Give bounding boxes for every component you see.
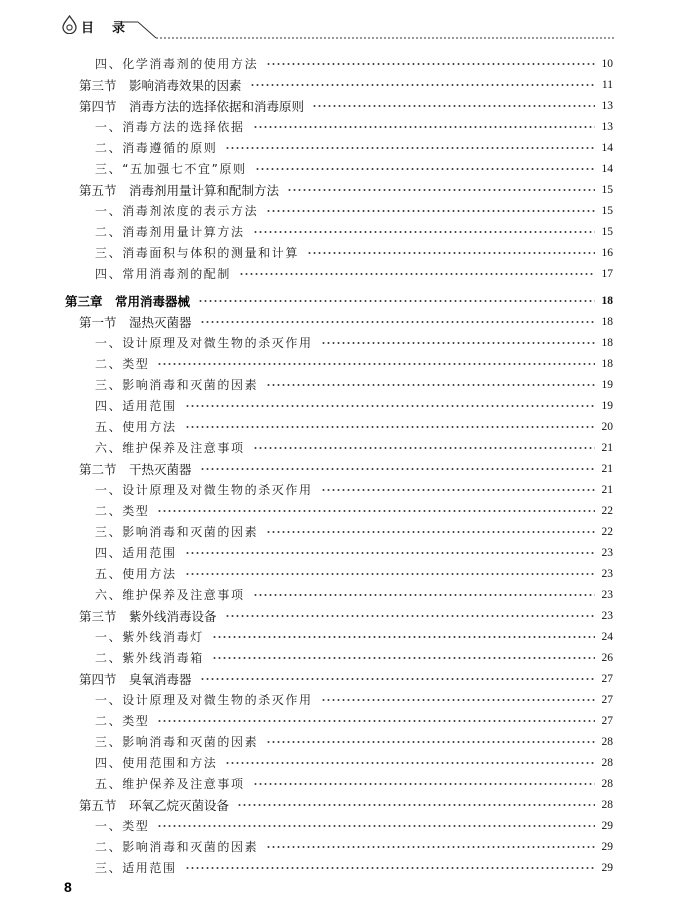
header-title: 目录 xyxy=(81,21,144,36)
toc-entry-title: 第一节 湿热灭菌器 xyxy=(79,314,192,330)
toc-entry-page: 13 xyxy=(601,120,613,133)
toc-entry-title: 二、类型 xyxy=(95,504,150,518)
toc-item-row[interactable] xyxy=(95,374,613,395)
toc-item-row[interactable] xyxy=(95,242,613,263)
dot-leader xyxy=(250,83,595,87)
toc-entry-page: 20 xyxy=(601,420,613,433)
toc-entry-page: 14 xyxy=(601,141,613,154)
toc-section-row[interactable] xyxy=(79,74,613,95)
dot-leader xyxy=(200,677,595,681)
dot-leader xyxy=(212,635,595,639)
dot-leader xyxy=(225,761,595,765)
dot-leader xyxy=(185,866,595,870)
drop-icon xyxy=(61,15,78,34)
dot-leader xyxy=(266,845,595,849)
toc-entry-title: 四、适用范围 xyxy=(95,546,177,560)
toc-entry-title: 三、影响消毒和灭菌的因素 xyxy=(95,525,259,539)
toc-item-row[interactable] xyxy=(95,53,613,74)
toc-entry-title: 一、设计原理及对微生物的杀灭作用 xyxy=(95,336,313,350)
dot-leader xyxy=(253,782,595,786)
toc-entry-page: 27 xyxy=(601,672,613,685)
dot-leader xyxy=(225,614,595,618)
toc-entry-page: 18 xyxy=(601,294,613,307)
toc-item-row[interactable] xyxy=(95,158,613,179)
toc-entry-title: 二、紫外线消毒箱 xyxy=(95,651,204,665)
toc-item-row[interactable] xyxy=(95,752,613,773)
toc-entry-page: 22 xyxy=(601,504,613,517)
dot-leader xyxy=(307,251,595,255)
dot-leader xyxy=(266,740,595,744)
toc-entry-title: 第四节 臭氧消毒器 xyxy=(79,671,192,687)
dot-leader xyxy=(321,341,595,345)
toc-entry-title: 第五节 消毒剂用量计算和配制方法 xyxy=(79,182,280,198)
dot-leader xyxy=(253,446,595,450)
toc-entry-title: 二、消毒剂用量计算方法 xyxy=(95,225,245,239)
toc-item-row[interactable] xyxy=(95,116,613,137)
toc-item-row[interactable] xyxy=(95,773,613,794)
toc-entry-title: 三、适用范围 xyxy=(95,861,177,875)
dot-leader xyxy=(157,362,595,366)
toc-item-row[interactable] xyxy=(95,857,613,878)
toc-entry-page: 21 xyxy=(601,483,613,496)
toc-section-row[interactable] xyxy=(79,605,613,626)
toc-item-row[interactable] xyxy=(95,479,613,500)
toc-entry-title: 二、影响消毒和灭菌的因素 xyxy=(95,840,259,854)
toc-item-row[interactable] xyxy=(95,710,613,731)
toc-entry-page: 21 xyxy=(601,441,613,454)
toc-section-row[interactable] xyxy=(79,794,613,815)
dot-leader xyxy=(185,572,595,576)
toc-entry-page: 28 xyxy=(601,798,613,811)
dot-leader xyxy=(255,167,595,171)
dot-leader xyxy=(237,803,595,807)
toc-entry-title: 三、消毒面积与体积的测量和计算 xyxy=(95,246,300,260)
toc-item-row[interactable] xyxy=(95,731,613,752)
toc-entry-title: 一、设计原理及对微生物的杀灭作用 xyxy=(95,693,313,707)
dot-leader xyxy=(253,125,595,129)
toc-entry-page: 15 xyxy=(601,204,613,217)
dot-leader xyxy=(157,509,595,513)
toc-item-row[interactable] xyxy=(95,137,613,158)
toc-section-row[interactable] xyxy=(79,311,613,332)
dot-leader xyxy=(321,698,595,702)
toc-item-row[interactable] xyxy=(95,263,613,284)
toc-entry-page: 24 xyxy=(601,630,613,643)
dot-leader xyxy=(198,299,595,303)
toc-entry-page: 17 xyxy=(601,267,613,280)
toc-entry-page: 18 xyxy=(601,315,613,328)
toc-section-row[interactable] xyxy=(79,668,613,689)
toc-entry-page: 28 xyxy=(601,756,613,769)
toc-entry-title: 四、使用范围和方法 xyxy=(95,756,218,770)
toc-item-row[interactable] xyxy=(95,689,613,710)
toc-entry-page: 23 xyxy=(601,609,613,622)
toc-entry-title: 一、设计原理及对微生物的杀灭作用 xyxy=(95,483,313,497)
dot-leader xyxy=(239,272,595,276)
dot-leader xyxy=(287,188,595,192)
toc-item-row[interactable] xyxy=(95,437,613,458)
dot-leader xyxy=(266,209,595,213)
toc-chapter-row[interactable] xyxy=(65,290,613,311)
toc-entry-title: 第五节 环氧乙烷灭菌设备 xyxy=(79,797,230,813)
toc-entry-title: 一、类型 xyxy=(95,819,150,833)
toc-entry-page: 27 xyxy=(601,693,613,706)
dot-leader xyxy=(225,146,595,150)
toc-item-row[interactable] xyxy=(95,542,613,563)
toc-entry-title: 三、影响消毒和灭菌的因素 xyxy=(95,735,259,749)
toc-entry-title: 一、紫外线消毒灯 xyxy=(95,630,204,644)
toc-item-row[interactable] xyxy=(95,221,613,242)
toc-entry-title: 二、类型 xyxy=(95,357,150,371)
toc-entry-page: 28 xyxy=(601,777,613,790)
toc-entry-page: 27 xyxy=(601,714,613,727)
toc-entry-page: 23 xyxy=(601,546,613,559)
toc-entry-title: 三、“五加强七不宜”原则 xyxy=(95,162,247,176)
dot-leader xyxy=(312,104,595,108)
toc-entry-page: 13 xyxy=(601,99,613,112)
toc-entry-page: 10 xyxy=(601,57,613,70)
toc-entry-title: 第三节 影响消毒效果的因素 xyxy=(79,77,242,93)
dot-leader xyxy=(185,551,595,555)
toc-entry-title: 第二节 干热灭菌器 xyxy=(79,461,192,477)
toc-item-row[interactable] xyxy=(95,626,613,647)
toc-item-row[interactable] xyxy=(95,200,613,221)
dot-leader xyxy=(212,656,595,660)
toc-entry-title: 第四节 消毒方法的选择依据和消毒原则 xyxy=(79,98,305,114)
toc-entry-title: 五、使用方法 xyxy=(95,420,177,434)
toc-item-row[interactable] xyxy=(95,500,613,521)
dot-leader xyxy=(266,530,595,534)
toc-item-row[interactable] xyxy=(95,395,613,416)
toc-entry-title: 一、消毒方法的选择依据 xyxy=(95,120,245,134)
toc-section-row[interactable] xyxy=(79,458,613,479)
toc-item-row[interactable] xyxy=(95,815,613,836)
toc-item-row[interactable] xyxy=(95,416,613,437)
toc-entry-title: 三、影响消毒和灭菌的因素 xyxy=(95,378,259,392)
dot-leader xyxy=(253,230,595,234)
toc-entry-title: 五、使用方法 xyxy=(95,567,177,581)
toc-item-row[interactable] xyxy=(95,836,613,857)
toc-entry-page: 14 xyxy=(601,162,613,175)
dot-leader xyxy=(185,425,595,429)
toc-entry-title: 六、维护保养及注意事项 xyxy=(95,588,245,602)
toc-entry-page: 11 xyxy=(601,78,613,91)
toc-entry-page: 15 xyxy=(601,183,613,196)
dot-leader xyxy=(266,383,595,387)
toc-item-row[interactable] xyxy=(95,563,613,584)
toc-section-row[interactable] xyxy=(79,179,613,200)
toc-item-row[interactable] xyxy=(95,332,613,353)
toc-entry-title: 四、常用消毒剂的配制 xyxy=(95,267,232,281)
page-number: 8 xyxy=(64,879,72,895)
toc-item-row[interactable] xyxy=(95,353,613,374)
toc-entry-page: 26 xyxy=(601,651,613,664)
toc-entry-title: 二、消毒遵循的原则 xyxy=(95,141,218,155)
toc-entry-page: 29 xyxy=(601,840,613,853)
dot-leader xyxy=(200,320,595,324)
toc-entry-title: 四、适用范围 xyxy=(95,399,177,413)
toc-item-row[interactable] xyxy=(95,521,613,542)
dot-leader xyxy=(266,62,595,66)
toc-entry-title: 一、消毒剂浓度的表示方法 xyxy=(95,204,259,218)
toc-entry-page: 18 xyxy=(601,357,613,370)
toc-entry-title: 第三章 常用消毒器械 xyxy=(65,293,191,309)
toc-entry-page: 23 xyxy=(601,567,613,580)
toc-entry-page: 15 xyxy=(601,225,613,238)
toc-entry-page: 22 xyxy=(601,525,613,538)
dot-leader xyxy=(157,719,595,723)
page-header xyxy=(0,0,699,46)
header-rule xyxy=(120,20,620,42)
toc-entry-title: 四、化学消毒剂的使用方法 xyxy=(95,57,259,71)
toc-item-row[interactable] xyxy=(95,584,613,605)
dot-leader xyxy=(157,824,595,828)
toc-entry-page: 19 xyxy=(601,378,613,391)
toc-entry-page: 28 xyxy=(601,735,613,748)
toc-entry-title: 第三节 紫外线消毒设备 xyxy=(79,608,217,624)
toc-entry-page: 19 xyxy=(601,399,613,412)
toc-entry-page: 23 xyxy=(601,588,613,601)
toc-entry-page: 29 xyxy=(601,819,613,832)
toc-entry-page: 21 xyxy=(601,462,613,475)
toc-entry-page: 16 xyxy=(601,246,613,259)
dot-leader xyxy=(321,488,595,492)
toc-entry-title: 二、类型 xyxy=(95,714,150,728)
toc-section-row[interactable] xyxy=(79,95,613,116)
dot-leader xyxy=(200,467,595,471)
toc-entry-title: 五、维护保养及注意事项 xyxy=(95,777,245,791)
toc-item-row[interactable] xyxy=(95,647,613,668)
dot-leader xyxy=(185,404,595,408)
toc-entry-page: 29 xyxy=(601,861,613,874)
toc-entry-page: 18 xyxy=(601,336,613,349)
toc-entry-title: 六、维护保养及注意事项 xyxy=(95,441,245,455)
dot-leader xyxy=(253,593,595,597)
